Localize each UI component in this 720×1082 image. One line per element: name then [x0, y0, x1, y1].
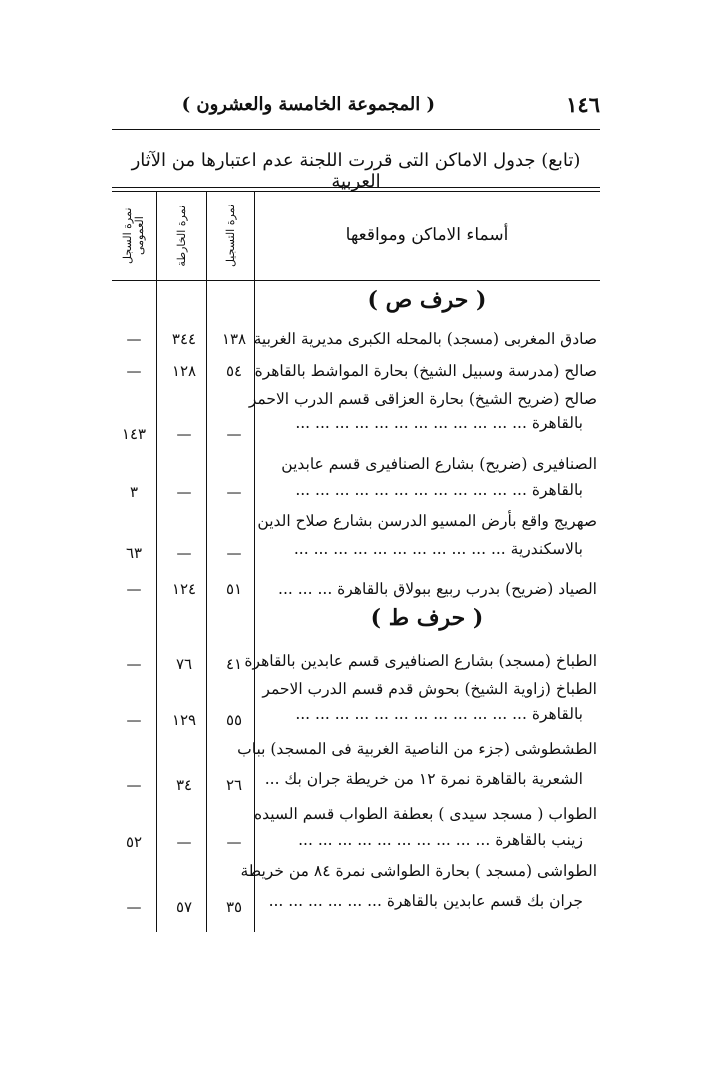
general-register-number: — — [126, 362, 142, 380]
entry-text: الصنافيرى (ضريح) بشارع الصنافيرى قسم عابدين — [281, 455, 597, 473]
map-number: — — [176, 833, 192, 851]
registration-number: ٢٦ — [225, 776, 243, 794]
registration-number: — — [226, 833, 242, 851]
map-number: ١٢٤ — [171, 580, 197, 598]
map-number: — — [176, 425, 192, 443]
entry-text: الطواشى (مسجد ) بحارة الطواشى نمرة ٨٤ من خريطة — [240, 862, 597, 880]
table-top-rule — [112, 187, 600, 188]
entry-text: جران بك قسم عابدين بالقاهرة ... ... ... ... ... ... — [268, 892, 583, 910]
general-register-number: ٣ — [129, 483, 139, 501]
column-header-general-register: نمرة السجل العمومى — [121, 207, 146, 265]
column-divider — [206, 191, 207, 932]
page-number: ١٤٦ — [566, 92, 600, 117]
table-header-rule — [112, 280, 600, 281]
entry-text: زينب بالقاهرة ... ... ... ... ... ... ... ... ... ... — [298, 831, 583, 849]
entry-text: صادق المغربى (مسجد) بالمحله الكبرى مديرية الغربية — [253, 330, 597, 348]
map-number: ٣٤ — [175, 776, 193, 794]
map-number: ٥٧ — [175, 898, 193, 916]
general-register-number: — — [126, 655, 142, 673]
general-register-number: — — [126, 330, 142, 348]
entry-text: صهريج واقع بأرض المسيو الدرسن بشارع صلاح الدين — [257, 512, 597, 530]
places-table — [112, 187, 600, 932]
entry-text: بالقاهرة ... ... ... ... ... ... ... ... ... ... ... ... — [295, 414, 583, 432]
column-header-map: نمرة الخارطة — [175, 205, 188, 267]
section-heading-sad: ( حرف ص ) — [367, 287, 487, 313]
map-number: — — [176, 483, 192, 501]
general-register-number: — — [126, 776, 142, 794]
entry-text: بالاسكندرية ... ... ... ... ... ... ... ... ... ... ... — [293, 540, 583, 558]
registration-number: ٥٥ — [225, 711, 243, 729]
registration-number: ٥٤ — [225, 362, 243, 380]
registration-number: — — [226, 483, 242, 501]
section-heading-ta: ( حرف ط ) — [370, 605, 484, 631]
registration-number: ٤١ — [225, 655, 243, 673]
general-register-number: — — [126, 580, 142, 598]
general-register-number: ٥٢ — [125, 833, 143, 851]
entry-text: الطشطوشى (جزء من الناصية الغربية فى المسجد) بباب — [237, 740, 597, 758]
entry-text: بالقاهرة ... ... ... ... ... ... ... ... ... ... ... ... — [295, 705, 583, 723]
header-rule — [112, 129, 600, 130]
general-register-number: ١٤٣ — [121, 425, 147, 443]
column-divider — [156, 191, 157, 932]
general-register-number: ٦٣ — [125, 544, 143, 562]
registration-number: — — [226, 425, 242, 443]
entry-text: صالح (مدرسة وسبيل الشيخ) بحارة المواشط بالقاهرة — [254, 362, 597, 380]
map-number: ١٢٩ — [171, 711, 197, 729]
column-header-names: أسماء الاماكن ومواقعها — [345, 225, 509, 245]
entry-text: بالقاهرة ... ... ... ... ... ... ... ... ... ... ... ... — [295, 481, 583, 499]
registration-number: ٣٥ — [225, 898, 243, 916]
registration-number: ١٣٨ — [221, 330, 247, 348]
running-title: ( المجموعة الخامسة والعشرون ) — [181, 94, 435, 115]
map-number: ٧٦ — [175, 655, 193, 673]
column-header-registration: نمرة التسجيل — [224, 204, 237, 268]
entry-text: صالح (ضريح الشيخ) بحارة العزاقى قسم الدرب الاحمر — [248, 390, 597, 408]
page-header — [112, 92, 600, 122]
map-number: ٣٤٤ — [171, 330, 197, 348]
entry-text: الشعرية بالقاهرة نمرة ١٢ من خريطة جران بك ... — [264, 770, 583, 788]
table-title: (تابع) جدول الاماكن التى قررت اللجنة عدم اعتبارها من الآثار العربية — [131, 150, 581, 192]
registration-number: — — [226, 544, 242, 562]
table-top-rule-inner — [112, 191, 600, 192]
entry-text: الطواب ( مسجد سيدى ) بعطفة الطواب قسم السيده — [253, 805, 597, 823]
map-number: ١٢٨ — [171, 362, 197, 380]
entry-text: الصياد (ضريح) بدرب ربيع ببولاق بالقاهرة ... ... ... — [278, 580, 597, 598]
entry-text: الطباخ (مسجد) بشارع الصنافيرى قسم عابدين بالقاهرة — [244, 652, 597, 670]
registration-number: ٥١ — [225, 580, 243, 598]
general-register-number: — — [126, 898, 142, 916]
general-register-number: — — [126, 711, 142, 729]
entry-text: الطباخ (زاوية الشيخ) بحوش قدم قسم الدرب الاحمر — [262, 680, 597, 698]
map-number: — — [176, 544, 192, 562]
